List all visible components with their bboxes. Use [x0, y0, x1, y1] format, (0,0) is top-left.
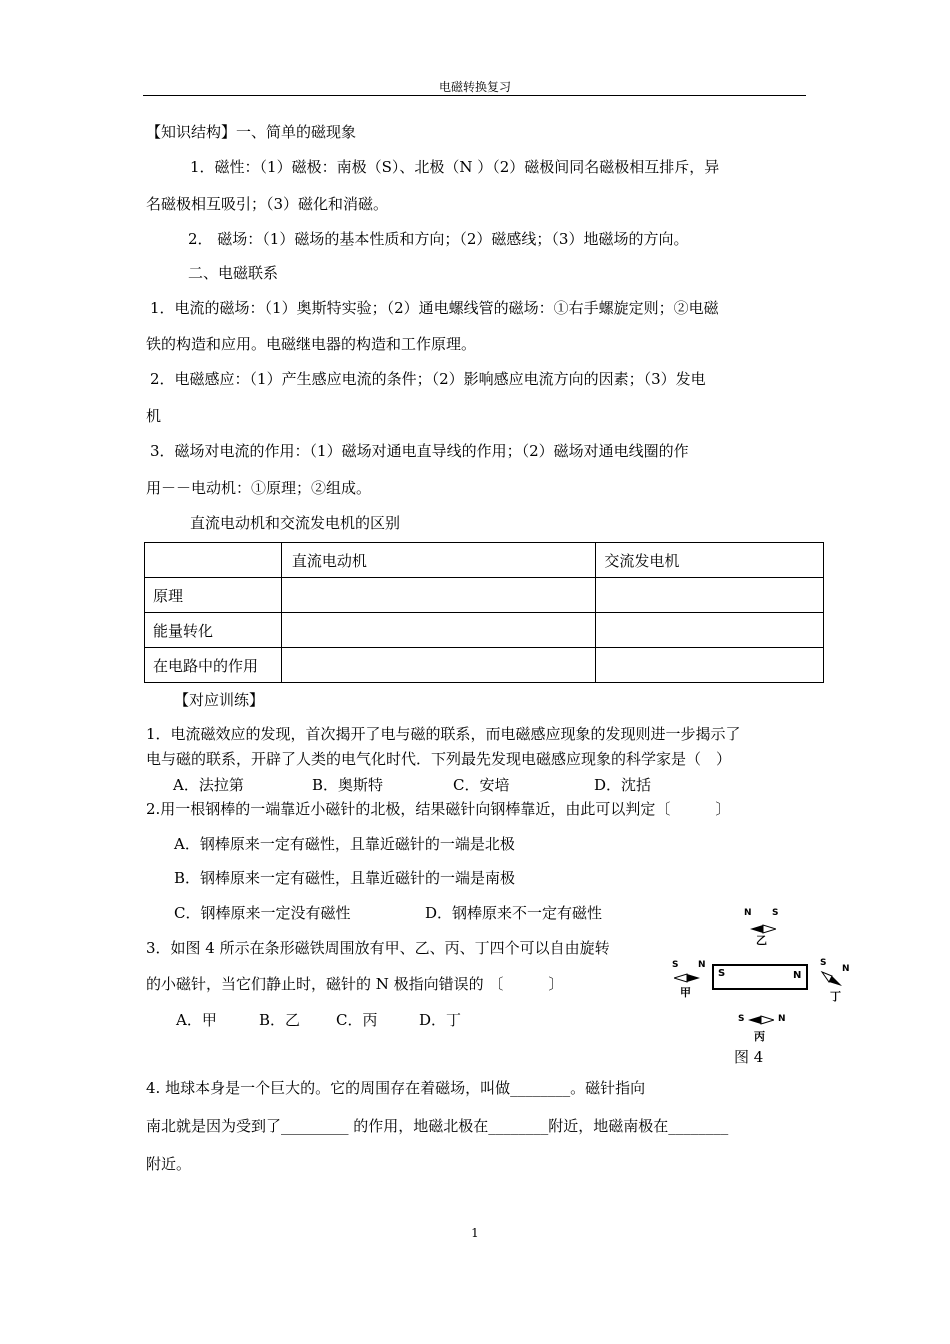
compass-ding-n-label: N [842, 964, 850, 974]
question-1-option-c: C．安培 [453, 776, 510, 794]
compass-yi-label: 乙 [756, 934, 767, 947]
page-number: 1 [471, 1226, 479, 1240]
knowledge-heading: 【知识结构】一、简单的磁现象 [146, 123, 357, 141]
table-row-label: 能量转化 [145, 613, 282, 648]
current-magnetic-field-line-2: 铁的构造和应用。电磁继电器的构造和工作原理。 [146, 335, 477, 353]
compass-jia-needle-icon [674, 973, 700, 983]
compass-jia-n-label: N [698, 960, 706, 970]
figure-caption: 图 4 [734, 1048, 764, 1066]
table-header-cell [145, 543, 282, 578]
compass-yi-s-label: S [772, 908, 779, 918]
question-1-option-a: A．法拉第 [173, 776, 244, 794]
section-electromagnetic: 二、电磁联系 [188, 264, 279, 282]
compass-bing-s-label: S [738, 1014, 745, 1024]
compass-ding-s-label: S [820, 958, 827, 968]
compass-jia-label: 甲 [680, 986, 691, 999]
magnetism-line-1: 1．磁性：（1）磁极：南极（S）、北极（N ）（2）磁极间同名磁极相互排斥，异 [190, 158, 720, 176]
question-1-line-2: 电与磁的联系，开辟了人类的电气化时代．下列最先发现电磁感应现象的科学家是（ ） [146, 750, 732, 768]
header-divider [143, 95, 806, 96]
table-header-cell: 直流电动机 [281, 543, 596, 578]
question-2-option-d: D．钢棒原来不一定有磁性 [425, 904, 603, 922]
table-cell [281, 578, 596, 613]
table-cell [596, 578, 824, 613]
compass-ding-needle-icon [820, 970, 844, 988]
question-3-option-c: C．丙 [336, 1011, 378, 1029]
magnet-s-pole: S [718, 968, 726, 979]
table-row-label: 在电路中的作用 [145, 648, 282, 683]
compass-ding-label: 丁 [830, 990, 841, 1003]
table-row-label: 原理 [145, 578, 282, 613]
table-row [145, 613, 824, 648]
table-cell [596, 613, 824, 648]
question-4-line-2: 南北就是因为受到了_________ 的作用，地磁北极在________附近，地磁南极在________ [146, 1117, 729, 1135]
question-1-option-d: D．沈括 [594, 776, 652, 794]
training-heading: 【对应训练】 [174, 691, 265, 709]
question-2: 2.用一根钢棒的一端靠近小磁针的北极，结果磁针向钢棒靠近，由此可以判定〔 〕 [146, 800, 731, 818]
question-1-option-b: B．奥斯特 [312, 776, 384, 794]
question-3-option-d: D．丁 [419, 1011, 462, 1029]
question-3-line-2: 的小磁针，当它们静止时，磁针的 N 极指向错误的 〔 〕 [146, 975, 564, 993]
page-header-title: 电磁转换复习 [438, 80, 511, 94]
magnet-n-pole: N [793, 970, 802, 981]
compass-jia-s-label: S [672, 960, 679, 970]
magnetic-field-line: 2． 磁场：（1）磁场的基本性质和方向；（2）磁感线；（3）地磁场的方向。 [188, 230, 689, 248]
table-header-row [145, 543, 824, 578]
table-caption: 直流电动机和交流发电机的区别 [190, 514, 401, 532]
compass-yi-n-label: N [744, 908, 752, 918]
table-cell [596, 648, 824, 683]
table-header-cell: 交流发电机 [596, 543, 824, 578]
compass-bing-label: 丙 [754, 1030, 765, 1043]
question-3-option-b: B．乙 [259, 1011, 301, 1029]
question-2-option-b: B．钢棒原来一定有磁性，且靠近磁针的一端是南极 [174, 869, 516, 887]
question-4-line-3: 附近。 [146, 1155, 192, 1173]
induction-line-1: 2．电磁感应：（1）产生感应电流的条件；（2）影响感应电流方向的因素；（3）发电 [150, 370, 706, 388]
question-4-line-1: 4. 地球本身是一个巨大的。它的周围存在着磁场，叫做________。磁针指向 [146, 1079, 646, 1097]
table-cell [281, 613, 596, 648]
induction-line-2: 机 [146, 407, 162, 425]
table-row [145, 578, 824, 613]
force-on-current-line-1: 3．磁场对电流的作用：（1）磁场对通电直导线的作用；（2）磁场对通电线圈的作 [150, 442, 689, 460]
question-3-line-1: 3．如图 4 所示在条形磁铁周围放有甲、乙、丙、丁四个可以自由旋转 [146, 939, 610, 957]
magnetism-line-2: 名磁极相互吸引；（3）磁化和消磁。 [146, 195, 389, 213]
question-2-option-a: A．钢棒原来一定有磁性，且靠近磁针的一端是北极 [174, 835, 515, 853]
table-cell [281, 648, 596, 683]
compass-bing-n-label: N [778, 1014, 786, 1024]
force-on-current-line-2: 用－－电动机：①原理；②组成。 [146, 479, 372, 497]
comparison-table [144, 542, 824, 683]
compass-bing-needle-icon [748, 1015, 774, 1025]
current-magnetic-field-line-1: 1．电流的磁场：（1）奥斯特实验；（2）通电螺线管的磁场：①右手螺旋定则；②电磁 [150, 299, 719, 317]
question-3-option-a: A．甲 [176, 1011, 217, 1029]
table-row [145, 648, 824, 683]
question-1-line-1: 1．电流磁效应的发现，首次揭开了电与磁的联系，而电磁感应现象的发现则进一步揭示了 [146, 725, 741, 743]
question-2-option-c: C．钢棒原来一定没有磁性 [174, 904, 351, 922]
figure-4-magnet-diagram [660, 900, 860, 1070]
